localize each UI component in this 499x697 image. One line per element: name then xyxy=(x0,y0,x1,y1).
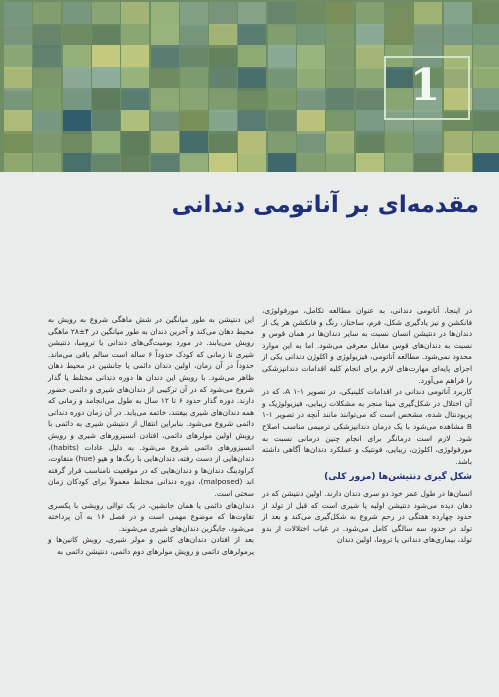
banner-tile xyxy=(385,131,413,155)
banner-tile xyxy=(444,131,472,155)
banner-tile xyxy=(180,2,208,26)
banner-tile xyxy=(63,67,91,91)
banner-tile xyxy=(268,88,296,112)
paragraph: کاربرد آناتومی دندانی در اقدامات کلینیکی، در تصویر ۱-۱ A، که در آن اختلال در شکل‌گیری مینا منجر به مشکلات زیبایی، فیزیولوژیک و پریودنتال شده، مشخص است که می‌توانند مانند آنچه در تصویر ۱-۱ B مشاهده می‌شود با یک درمان دندانپزشکی ترمیمی مناسب اصلاح شود. لازم است درمانگر برای انجام چنین درمانی نسبت به مورفولوژی، اکلوژن، زیبایی، فونتیک و عملکرد دندان‌ها آگاهی داشته باشد. xyxy=(262,387,472,466)
banner-tile xyxy=(444,24,472,48)
paragraph: انسان‌ها در طول عمر خود دو سری دندان دارند. اولین دنتیشن که در دهان دیده می‌شود دنتیشن اولیه یا شیری است که قبل از تولد از حدود چهارده هفتگی در رحم شروع به شکل‌گیری می‌کند و بعد از تولد در حدود سه سالگی کامل می‌شود. در غیاب اختلالات از بدو تولد، بیماری‌های دندانی یا تروما، اولین دندان xyxy=(262,488,472,545)
banner-tile xyxy=(326,2,354,26)
banner-tile xyxy=(356,110,384,134)
banner-tile xyxy=(209,24,237,48)
banner-tile xyxy=(33,45,61,69)
banner-tile xyxy=(356,2,384,26)
banner-tile xyxy=(63,88,91,112)
banner-tile xyxy=(297,153,325,173)
banner-tile xyxy=(4,131,32,155)
paragraph: دندان‌های دائمی یا همان جانشین، در یک توالی رویشی با یکسری تفاوت‌ها که موضوع مهمی است و در فصل ۱۶ به آن پرداخته می‌شود، جایگزین دندان‌های شیری می‌شوند. xyxy=(48,500,254,533)
banner-tile xyxy=(180,88,208,112)
banner-tile xyxy=(297,2,325,26)
banner-tile xyxy=(414,131,442,155)
banner-tile xyxy=(121,67,149,91)
banner-tile xyxy=(209,88,237,112)
banner-tile xyxy=(268,45,296,69)
banner-tile xyxy=(4,24,32,48)
banner-tile xyxy=(33,2,61,26)
banner-tile xyxy=(33,110,61,134)
text-column-right xyxy=(262,305,472,546)
banner-tile xyxy=(33,67,61,91)
paragraph: بعد از افتادن دندان‌های کانین و مولر شیری، رویش کانین‌ها و پرمولرهای دائمی و رویش مولرهای دوم دائمی، دنتیشن دائمی به xyxy=(48,535,254,556)
banner-tile xyxy=(121,88,149,112)
banner-tile xyxy=(151,67,179,91)
banner-tile xyxy=(151,24,179,48)
banner-tile xyxy=(151,110,179,134)
banner-tile xyxy=(209,67,237,91)
banner-tile xyxy=(238,24,266,48)
banner-tile xyxy=(180,131,208,155)
banner-tile xyxy=(92,110,120,134)
banner-tile xyxy=(33,131,61,155)
banner-tile xyxy=(473,67,499,91)
banner-tile xyxy=(4,67,32,91)
banner-tile xyxy=(209,110,237,134)
banner-tile xyxy=(356,153,384,173)
banner-tile xyxy=(63,110,91,134)
banner-tile xyxy=(63,2,91,26)
banner-tile xyxy=(473,131,499,155)
banner-tile xyxy=(4,88,32,112)
banner-tile xyxy=(473,24,499,48)
banner-tile xyxy=(63,153,91,173)
banner-tile xyxy=(414,153,442,173)
banner-tile xyxy=(326,24,354,48)
banner-tile xyxy=(326,45,354,69)
banner-tile xyxy=(326,110,354,134)
banner-tile xyxy=(4,110,32,134)
banner-tile xyxy=(473,110,499,134)
banner-tile xyxy=(414,2,442,26)
banner-tile xyxy=(444,153,472,173)
banner-tile xyxy=(92,153,120,173)
chapter-number: 1 xyxy=(409,60,441,111)
banner-tile xyxy=(356,45,384,69)
banner-tile xyxy=(238,131,266,155)
banner-tile xyxy=(121,131,149,155)
banner-tile xyxy=(151,131,179,155)
banner-tile xyxy=(33,24,61,48)
banner-tile xyxy=(268,110,296,134)
banner-tile xyxy=(473,153,499,173)
banner-tile xyxy=(92,24,120,48)
banner-tile xyxy=(121,153,149,173)
banner-tile xyxy=(385,24,413,48)
chapter-title: مقدمه‌ای بر آناتومی دندانی xyxy=(171,192,479,218)
banner-tile xyxy=(180,45,208,69)
banner-tile xyxy=(238,67,266,91)
banner-tile xyxy=(33,88,61,112)
banner-tile xyxy=(297,131,325,155)
banner-tile xyxy=(356,67,384,91)
banner-tile xyxy=(92,45,120,69)
banner-tile xyxy=(268,131,296,155)
banner-tile xyxy=(238,88,266,112)
banner-tile xyxy=(92,2,120,26)
banner-tile xyxy=(297,24,325,48)
banner-tile xyxy=(473,45,499,69)
banner-tile xyxy=(151,2,179,26)
banner-tile xyxy=(63,24,91,48)
banner-tile xyxy=(297,88,325,112)
banner-tile xyxy=(326,131,354,155)
banner-tile xyxy=(33,153,61,173)
banner-tile xyxy=(92,131,120,155)
banner-tile xyxy=(92,67,120,91)
banner-tile xyxy=(209,45,237,69)
banner-tile xyxy=(473,2,499,26)
banner-tile xyxy=(238,153,266,173)
banner-tile xyxy=(209,131,237,155)
section-heading: شکل گیری دنتیشن‌ها (مرور کلی) xyxy=(324,472,472,483)
banner-tile xyxy=(151,45,179,69)
banner-tile xyxy=(385,2,413,26)
banner-tile xyxy=(385,153,413,173)
banner-tile xyxy=(268,2,296,26)
banner-tile xyxy=(268,67,296,91)
banner-tile xyxy=(297,67,325,91)
banner-tile xyxy=(180,110,208,134)
banner-tile xyxy=(151,153,179,173)
banner-tile xyxy=(92,88,120,112)
banner-tile xyxy=(326,67,354,91)
banner-tile xyxy=(209,153,237,173)
banner-tile xyxy=(414,24,442,48)
banner-tile xyxy=(180,24,208,48)
banner-tile xyxy=(297,110,325,134)
banner-tile xyxy=(63,45,91,69)
banner-tile xyxy=(444,2,472,26)
text-column-left xyxy=(48,314,254,557)
banner-tile xyxy=(121,2,149,26)
banner-tile xyxy=(238,2,266,26)
banner-tile xyxy=(268,24,296,48)
banner-tile xyxy=(209,2,237,26)
banner-tile xyxy=(297,45,325,69)
banner-tile xyxy=(473,88,499,112)
banner-tile xyxy=(151,88,179,112)
banner-tile xyxy=(356,24,384,48)
banner-tile xyxy=(121,45,149,69)
banner-tile xyxy=(63,131,91,155)
banner-tile xyxy=(356,131,384,155)
banner-tile xyxy=(238,110,266,134)
banner-tile xyxy=(326,88,354,112)
paragraph: در اینجا، آناتومی دندانی، به عنوان مطالعه تکامل، مورفولوژی، فانکشن و نیز یادگیری شکل، فرم، ساختار، رنگ و فانکشن هر یک از دندان‌ها در دنتیشن انسان نسبت به سایر دندان‌ها در همان قوس و نسبت به دندان‌های قوس مقابل معرفی می‌شود. اما به این موارد محدود نمی‌شود. مطالعه آناتومی، فیزیولوژی و اکلوژن دندانی یکی از اجزای پایه‌ای مهارت‌های لازم برای انجام کلیه اقدامات دندانپزشکی را فراهم می‌آورد. xyxy=(262,306,472,385)
banner-tile xyxy=(356,88,384,112)
banner-tile xyxy=(121,110,149,134)
paragraph: این دنتیشن به طور میانگین در شش ماهگی شروع به رویش به محیط دهان می‌کند و آخرین دندان به طور میانگین در ۴±۲۸ ماهگی رویش می‌یابند. در مورد بومیت‌گی‌های دندانی یا ترومبا، دنتیشن شیری تا زمانی که کودک حدوداً ۶ ساله است سالم باقی می‌ماند. حدوداً در آن زمان، اولین دندان دائمی یا جانشین در محیط دهان ظاهر می‌شود. با رویش این دندان ها دوره دندانی مختلط یا گذار شروع می‌شود که در آن ترکیبی از دندان‌های شیری و دائمی حضور دارند. دوره گذار حدود ۶ تا ۱۲ سال به طول می‌انجامد و زمانی که همه دندان‌های شیری بیفتند، خاتمه می‌یابد. در آن زمان دوره دندانی دائمی شروع می‌شود. بنابراین انتقال از دنتیشن شیری به دائمی با رویش اولین مولرهای دائمی، افتادن انسیزورهای شیری و رویش انسیزورهای دائمی شروع می‌شود. به دلیل عادات (habits)، دندان‌هایی از دست رفته، دندان‌هایی با رنگ‌ها و هیو (hue) متفاوت، کراودینگ دندان‌ها و دندان‌هایی که در موقعیت نامناسب قرار گرفته اند (malposed)، دوره دندانی مختلط معمولاً برای کودکان زمان سختی است. xyxy=(48,315,255,498)
banner-tile xyxy=(238,45,266,69)
banner-tile xyxy=(180,153,208,173)
banner-tile xyxy=(121,24,149,48)
banner-tile xyxy=(268,153,296,173)
banner-tile xyxy=(4,2,32,26)
banner-tile xyxy=(4,45,32,69)
banner-tile xyxy=(326,153,354,173)
banner-tile xyxy=(180,67,208,91)
banner-tile xyxy=(4,153,32,173)
